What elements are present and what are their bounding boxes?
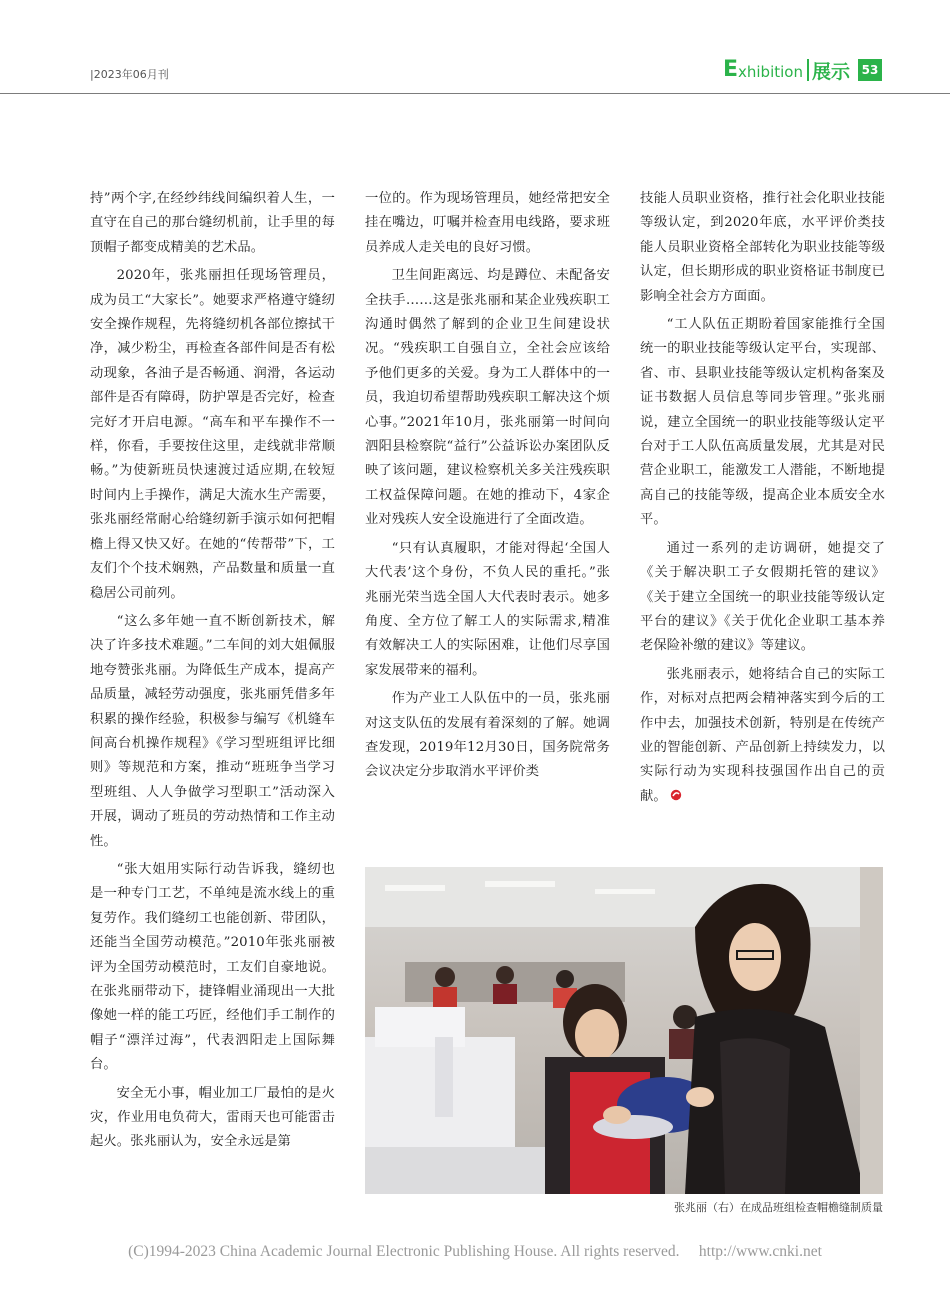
paragraph-text: 技能人员职业资格，推行社会化职业技能等级认定，到2020年底，水平评价类技能人员职业资格全部转化为职业技能等级认定，但长期形成的职业资格证书制度已影响全社会方方面面。 <box>640 191 885 304</box>
page-footer <box>0 1243 950 1261</box>
sewing-workshop-image <box>365 867 883 1194</box>
paragraph-text: 通过一系列的走访调研，她提交了《关于解决职工子女假期托管的建议》《关于建立全国统一的职业技能等级认定平台的建议》《关于优化企业职工基本养老保险补缴的建议》等建议。 <box>640 540 885 654</box>
brand-divider <box>807 59 809 81</box>
paragraph <box>90 610 335 854</box>
end-mark-icon <box>670 789 682 801</box>
paragraph <box>90 1082 335 1155</box>
paragraph-text: 张兆丽表示，她将结合自己的实际工作，对标对点把两会精神落实到今后的工作中去，加强技术创新，特别是在传统产业的智能创新、产品创新上持续发力，以实际行动为实现科技强国作出自己的贡献。 <box>640 666 885 804</box>
paragraph <box>365 264 610 532</box>
factory-photo <box>365 867 883 1194</box>
page-header <box>0 0 950 96</box>
paragraph <box>640 187 885 309</box>
page-number: 53 <box>858 59 882 81</box>
paragraph-text: 一位的。作为现场管理员，她经常把安全挂在嘴边，叮嘱并检查用电线路，要求班员养成人走关电的良好习惯。 <box>365 191 610 255</box>
paragraph <box>365 187 610 260</box>
paragraph <box>90 858 335 1078</box>
paragraph-text: 安全无小事，帽业加工厂最怕的是火灾，作业用电负荷大，雷雨天也可能雷击起火。张兆丽认为，安全永远是第 <box>90 1085 335 1150</box>
paragraph <box>365 687 610 785</box>
paragraph <box>365 537 610 683</box>
paragraph <box>640 663 885 809</box>
footer-url: http://www.cnki.net <box>698 1243 822 1260</box>
paragraph-text: 持”两个字,在经纱纬线间编织着人生，一直守在自己的那台缝纫机前，让手里的每顶帽子都变成精美的艺术品。 <box>90 191 335 255</box>
text-column-2 <box>365 187 610 789</box>
paragraph-text: 2020年，张兆丽担任现场管理员，成为员工“大家长”。她要求严格遵守缝纫安全操作规程，先将缝纫机各部位擦拭干净，减少粉尘，再检查各部件间是否有松动现象，各油子是否畅通、润滑，各运动部件是否有障碍，防护罩是否完好，检查完好才开启电源。“高车和平车操作不一样，你看，手要按住这里，走线就非常顺畅。”为使新班员快速渡过适应期,在较短时间内上手操作，满足大流水生产需要，张兆丽经常耐心给缝纫新手演示如何把帽檐上得又快又好。在她的“传帮带”下，工友们个个技术娴熟，产品数量和质量一直稳居公司前列。 <box>90 268 335 601</box>
header-rule <box>0 93 950 94</box>
paragraph <box>640 537 885 659</box>
paragraph <box>90 264 335 606</box>
brand-word: xhibition <box>738 63 803 81</box>
paragraph-text: “张大姐用实际行动告诉我，缝纫也是一种专门工艺，不单纯是流水线上的重复劳作。我们缝纫工也能创新、带团队，还能当全国劳动模范。”2010年张兆丽被评为全国劳动模范时，工友们自豪地说。在张兆丽带动下，捷锋帽业涌现出一大批像她一样的能工巧匠，经他们手工制作的帽子“漂洋过海”，代表泗阳走上国际舞台。 <box>90 861 335 1073</box>
paragraph-text: “工人队伍正期盼着国家能推行全国统一的职业技能等级认定平台，实现部、省、市、县职业技能等级认定机构备案及证书数据人员信息等同步管理。”张兆丽说，建立全国统一的职业技能等级认定平台对于工人队伍高质量发展，尤其是对民营企业职工，能激发工人潜能，不断地提高自己的技能等级，提高企业本质安全水平。 <box>640 317 885 528</box>
section-brand <box>723 57 882 83</box>
paragraph-text: “只有认真履职，才能对得起‘全国人大代表’这个身份，不负人民的重托。”张兆丽光荣当选全国人大代表时表示。她多角度、全方位了解工人的实际需求,精准有效解决工人的实际困难，让他们尽享国家发展带来的福利。 <box>365 540 610 678</box>
issue-label: |2023年06月刊 <box>90 68 169 81</box>
paragraph <box>640 313 885 533</box>
text-column-3 <box>640 187 885 813</box>
brand-chinese: 展示 <box>811 60 850 83</box>
brand-initial: E <box>722 57 738 82</box>
text-column-1 <box>90 187 335 1159</box>
paragraph-text: 作为产业工人队伍中的一员，张兆丽对这支队伍的发展有着深刻的了解。她调查发现，2019年12月30日，国务院常务会议决定分步取消水平评价类 <box>365 691 610 780</box>
photo-caption: 张兆丽（右）在成品班组检查帽檐缝制质量 <box>674 1201 883 1214</box>
paragraph-text: 卫生间距离远、均是蹲位、未配备安全扶手……这是张兆丽和某企业残疾职工沟通时偶然了解到的企业卫生间建设状况。“残疾职工自强自立，全社会应该给予他们更多的关爱。身为工人群体中的一员，我迫切希望帮助残疾职工解决这个烦心事。”2021年10月，张兆丽第一时间向泗阳县检察院“益行”公益诉讼办案团队反映了该问题，建议检察机关多关注残疾职工权益保障问题。在她的推动下，4家企业对残疾人安全设施进行了全面改造。 <box>365 268 610 528</box>
paragraph-text: “这么多年她一直不断创新技术，解决了许多技术难题。”二车间的刘大姐佩服地夸赞张兆丽。为降低生产成本，提高产品质量，减轻劳动强度，张兆丽凭借多年积累的操作经验，积极参与编写《机缝车间高台机操作规程》《学习型班组评比细则》等规范和方案，推动“班班争当学习型班组、人人争做学习型职工”活动深入开展，调动了班员的劳动热情和工作主动性。 <box>90 613 335 849</box>
footer-copyright: (C)1994-2023 China Academic Journal Electronic Publishing House. All rights reserved. <box>128 1243 680 1260</box>
paragraph <box>90 187 335 260</box>
